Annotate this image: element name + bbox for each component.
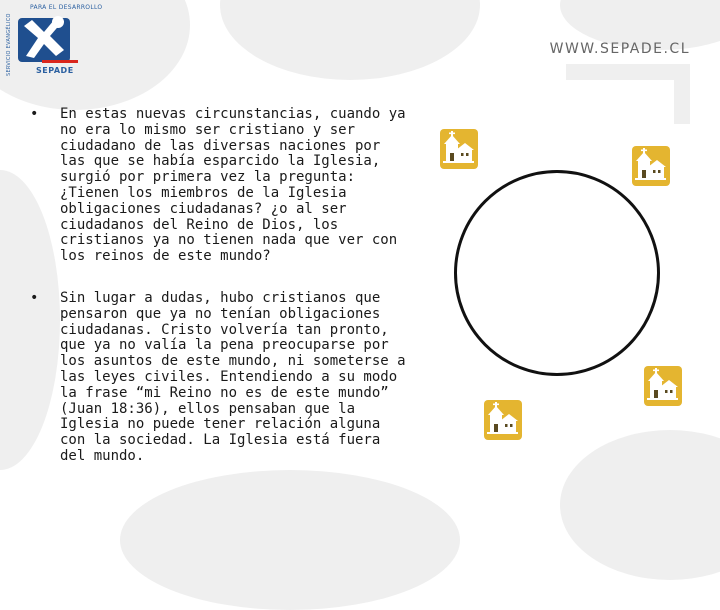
world-circle (454, 170, 660, 376)
logo-name: SEPADE (36, 66, 74, 75)
logo-side-text: SERVICIO EVANGÉLICO (6, 13, 12, 76)
background-bracket (674, 64, 690, 124)
bullet-item (28, 107, 413, 265)
bullet-symbol: • (30, 289, 39, 306)
bullet-text: En estas nuevas circunstancias, cuando ya no era lo mismo ser cristiano y ser ciudadano de las diversas naciones por las que se había esparcido la Iglesia, surgió por primera vez la pregunta: ¿Tienen los miembros de la Iglesia obligaciones ciudadanas? ¿o al ser ciudadanos del Reino de Dios, los cristianos ya no tienen nada que ver con los reinos de este mundo? (60, 106, 406, 265)
background-bubble (220, 0, 480, 80)
sepade-logo-icon (18, 12, 80, 68)
background-bubble (120, 470, 460, 610)
website-url: WWW.SEPADE.CL (549, 41, 690, 57)
church-icon (644, 366, 682, 406)
church-icon (484, 400, 522, 440)
bullet-symbol: • (30, 106, 39, 122)
background-bracket (566, 64, 690, 80)
church-icon (440, 129, 478, 169)
bullet-text: Sin lugar a dudas, hubo cristianos que pensaron que ya no tenían obligaciones ciudadanas. Cristo volvería tan pronto, que ya no valía la pena preocuparse por los asuntos de este mundo, ni someterse a las leyes civiles. Entendiendo a su modo la frase “mi Reino no es de este mundo” (Juan 18:36), ellos pensaban que la Iglesia no puede tener relación alguna con la sociedad. La Iglesia está fuera del mundo. (60, 289, 406, 464)
background-bubble (560, 430, 720, 580)
church-icon (632, 146, 670, 186)
logo-top-text: PARA EL DESARROLLO (30, 4, 103, 11)
sepade-logo (6, 4, 103, 76)
slide-body (28, 107, 413, 491)
bullet-list (28, 107, 413, 465)
bullet-item (28, 291, 413, 465)
